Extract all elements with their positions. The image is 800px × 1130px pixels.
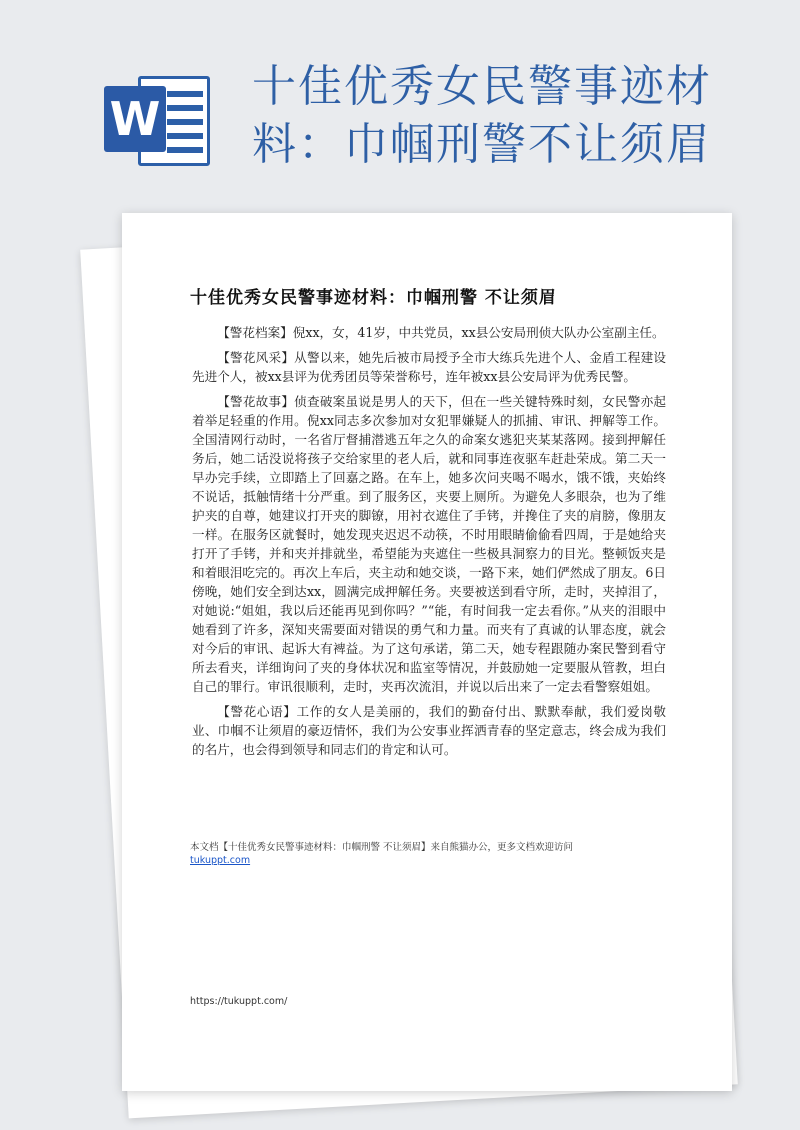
paragraph-tag: 【警花档案】 xyxy=(217,325,293,340)
document-body xyxy=(192,323,666,765)
word-letter: W xyxy=(104,86,166,152)
paragraph-text: 侦查破案虽说是男人的天下，但在一些关键特殊时刻，女民警亦起着举足轻重的作用。倪xx同志多次参加对女犯罪嫌疑人的抓捕、审讯、押解等工作。全国清网行动时，一名省厅督捕潜逃五年之久的命案女逃犯夹某某落网。接到押解任务后，她二话没说将孩子交给家里的老人后，就和同事连夜驱车赶赴荣成。第二天一早办完手续，立即踏上了回嘉之路。在车上，她多次问夹喝不喝水，饿不饿，夹始终不说话，抵触情绪十分严重。到了服务区，夹要上厕所。为避免人多眼杂，也为了维护夹的自尊，她建议打开夹的脚镣，用衬衣遮住了手铐，并搀住了夹的肩膀，像朋友一样。在服务区就餐时，她发现夹迟迟不动筷，不时用眼睛偷偷看四周，于是她给夹打开了手铐，并和夹并排就坐，希望能为夹遮住一些极具洞察力的目光。整顿饭夹是和着眼泪吃完的。再次上车后，夹主动和她交谈，一路下来，她们俨然成了朋友。6日傍晚，她们安全到达xx，圆满完成押解任务。夹要被送到看守所，走时，夹掉泪了，对她说:“姐姐，我以后还能再见到你吗？”“能，有时间我一定去看你。”从夹的泪眼中她看到了许多，深知夹需要面对错误的勇气和力量。而夹有了真诚的认罪态度，就会对今后的审讯、起诉大有裨益。为了这句承诺，第二天，她专程跟随办案民警到看守所去看夹，详细询问了夹的身体状况和监室等情况，并鼓励她一定要服从管教，坦白自己的罪行。审讯很顺利，走时，夹再次流泪，并说以后出来了一定去看警察姐姐。 xyxy=(192,394,667,694)
document-title: 十佳优秀女民警事迹材料：巾帼刑警 不让须眉 xyxy=(190,288,557,308)
paragraph-honors xyxy=(192,348,666,386)
footnote-link[interactable]: tukuppt.com xyxy=(190,855,251,866)
paragraph-story xyxy=(192,392,666,696)
paragraph-words xyxy=(192,702,666,759)
header xyxy=(0,0,800,200)
paragraph-text: 倪xx，女，41岁，中共党员，xx县公安局刑侦大队办公室副主任。 xyxy=(292,325,665,340)
paragraph-profile xyxy=(192,323,666,342)
word-doc-icon xyxy=(104,72,214,170)
page-title: 十佳优秀女民警事迹材料：巾帼刑警不让须眉 xyxy=(252,61,712,170)
source-footnote xyxy=(190,841,690,867)
paragraph-tag: 【警花故事】 xyxy=(217,394,295,409)
paragraph-tag: 【警花心语】 xyxy=(217,704,297,719)
paragraph-tag: 【警花风采】 xyxy=(217,350,295,365)
paragraph-text: 从警以来，她先后被市局授予全市大练兵先进个人、金盾工程建设先进个人，被xx县评为优秀团员等荣誉称号，连年被xx县公安局评为优秀民警。 xyxy=(192,350,667,384)
footnote-text: 本文档【十佳优秀女民警事迹材料：巾帼刑警 不让须眉】来自熊猫办公，更多文档欢迎访问 xyxy=(190,842,574,853)
document-page xyxy=(122,213,732,1091)
footer-url[interactable]: https://tukuppt.com/ xyxy=(190,996,288,1007)
paragraph-text: 工作的女人是美丽的，我们的勤奋付出、默默奉献，我们爱岗敬业、巾帼不让须眉的豪迈情怀，我们为公安事业挥洒青春的坚定意志，终会成为我们的名片，也会得到领导和同志们的肯定和认可。 xyxy=(192,704,666,757)
